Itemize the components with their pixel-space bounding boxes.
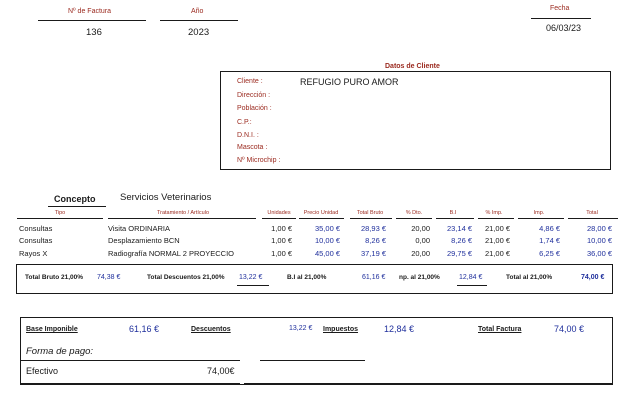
year-label: Año bbox=[191, 8, 204, 15]
invoice-number-label: Nº de Factura bbox=[68, 8, 112, 15]
row-total: 28,00 € bbox=[586, 224, 612, 233]
address-label: Dirección : bbox=[237, 92, 271, 99]
impuestos-value: 12,84 € bbox=[384, 324, 415, 334]
invoice-number-underline bbox=[38, 20, 146, 21]
concept-underline bbox=[48, 206, 106, 207]
total-factura-value: 74,00 € bbox=[554, 324, 585, 334]
bi-value: 61,16 € bbox=[362, 274, 386, 281]
row-unidades: 1,00 € bbox=[271, 236, 292, 245]
col-header-precio-unidad: Precio Unidad bbox=[303, 210, 339, 216]
year-value: 2023 bbox=[188, 27, 210, 38]
date-label: Fecha bbox=[550, 5, 570, 12]
row-imp: 1,74 € bbox=[539, 236, 560, 245]
base-imponible-label: Base Imponible bbox=[26, 326, 78, 333]
row-imp: 6,25 € bbox=[539, 249, 560, 258]
concept-label: Concepto bbox=[54, 194, 96, 204]
client-label: Cliente : bbox=[237, 78, 263, 85]
row-tipo: Rayos X bbox=[19, 249, 48, 258]
payment-amount: 74,00€ bbox=[207, 366, 235, 376]
col-header-unidades: Unidades bbox=[267, 210, 291, 216]
dni-label: D.N.I. : bbox=[237, 132, 259, 139]
client-name: REFUGIO PURO AMOR bbox=[300, 77, 399, 87]
row-precio-unidad: 35,00 € bbox=[314, 224, 340, 233]
payment-method-value: Efectivo bbox=[26, 366, 59, 376]
row-unidades: 1,00 € bbox=[271, 224, 292, 233]
row-tipo: Consultas bbox=[19, 236, 53, 245]
col-header-total: Total bbox=[586, 210, 598, 216]
row-dto: 0,00 bbox=[415, 236, 430, 245]
row-tratamiento: Radiografía NORMAL 2 PROYECCIO bbox=[108, 249, 235, 258]
impuestos-label: Impuestos bbox=[323, 326, 359, 333]
row-total: 10,00 € bbox=[586, 236, 612, 245]
city-label: Población : bbox=[237, 105, 272, 112]
totals-box bbox=[20, 317, 613, 385]
row-total-bruto: 37,19 € bbox=[360, 249, 386, 258]
row-tratamiento: Visita ORDINARIA bbox=[108, 224, 170, 233]
row-tratamiento: Desplazamiento BCN bbox=[108, 236, 180, 245]
year-underline bbox=[160, 20, 238, 21]
col-header-imp: Imp. bbox=[533, 210, 545, 216]
date-value: 06/03/23 bbox=[546, 23, 582, 33]
row-total: 36,00 € bbox=[586, 249, 612, 258]
tax-summary-box bbox=[16, 264, 613, 294]
client-section-title: Datos de Cliente bbox=[385, 63, 440, 70]
row-imp-pct: 21,00 € bbox=[484, 236, 510, 245]
client-box bbox=[220, 71, 611, 170]
total-descuentos-label: Total Descuentos 21,00% bbox=[147, 274, 225, 281]
concept-value: Servicios Veterinarios bbox=[120, 192, 212, 203]
total-factura-label: Total Factura bbox=[478, 326, 522, 333]
row-tipo: Consultas bbox=[19, 224, 53, 233]
row-bi: 8,26 € bbox=[451, 236, 472, 245]
total-value: 74,00 € bbox=[581, 274, 605, 281]
total-descuentos-value: 13,22 € bbox=[239, 274, 263, 281]
pet-label: Mascota : bbox=[237, 144, 268, 151]
row-unidades: 1,00 € bbox=[271, 249, 292, 258]
row-precio-unidad: 45,00 € bbox=[314, 249, 340, 258]
invoice-number: 136 bbox=[86, 27, 102, 38]
total-label: Total al 21,00% bbox=[506, 274, 553, 281]
postal-code-label: C.P.: bbox=[237, 119, 252, 126]
col-header-tratamiento: Tratamiento / Artículo bbox=[156, 210, 210, 216]
date-underline bbox=[531, 18, 591, 19]
imp-value: 12,84 € bbox=[459, 274, 483, 281]
row-imp: 4,86 € bbox=[539, 224, 560, 233]
descuentos-label: Descuentos bbox=[191, 326, 231, 333]
row-dto: 20,00 bbox=[411, 224, 430, 233]
row-precio-unidad: 10,00 € bbox=[314, 236, 340, 245]
row-bi: 23,14 € bbox=[446, 224, 472, 233]
total-bruto-label: Total Bruto 21,00% bbox=[25, 274, 84, 281]
row-dto: 20,00 bbox=[411, 249, 430, 258]
payment-method-label: Forma de pago: bbox=[26, 346, 94, 357]
base-imponible-value: 61,16 € bbox=[129, 324, 160, 334]
col-header-tipo: Tipo bbox=[54, 210, 66, 216]
total-bruto-value: 74,38 € bbox=[97, 274, 121, 281]
row-total-bruto: 8,26 € bbox=[365, 236, 386, 245]
bi-label: B.I al 21,00% bbox=[287, 274, 327, 281]
col-header-imp-pct: % Imp. bbox=[485, 210, 503, 216]
row-imp-pct: 21,00 € bbox=[484, 249, 510, 258]
imp-label: np. al 21,00% bbox=[399, 274, 440, 281]
descuentos-value: 13,22 € bbox=[289, 325, 313, 332]
col-header-total-bruto: Total Bruto bbox=[356, 210, 384, 216]
microchip-label: Nº Microchip : bbox=[237, 157, 281, 164]
col-header-bi: B.I bbox=[449, 210, 457, 216]
col-header-dto: % Dto. bbox=[405, 210, 423, 216]
row-bi: 29,75 € bbox=[446, 249, 472, 258]
row-total-bruto: 28,93 € bbox=[360, 224, 386, 233]
row-imp-pct: 21,00 € bbox=[484, 224, 510, 233]
